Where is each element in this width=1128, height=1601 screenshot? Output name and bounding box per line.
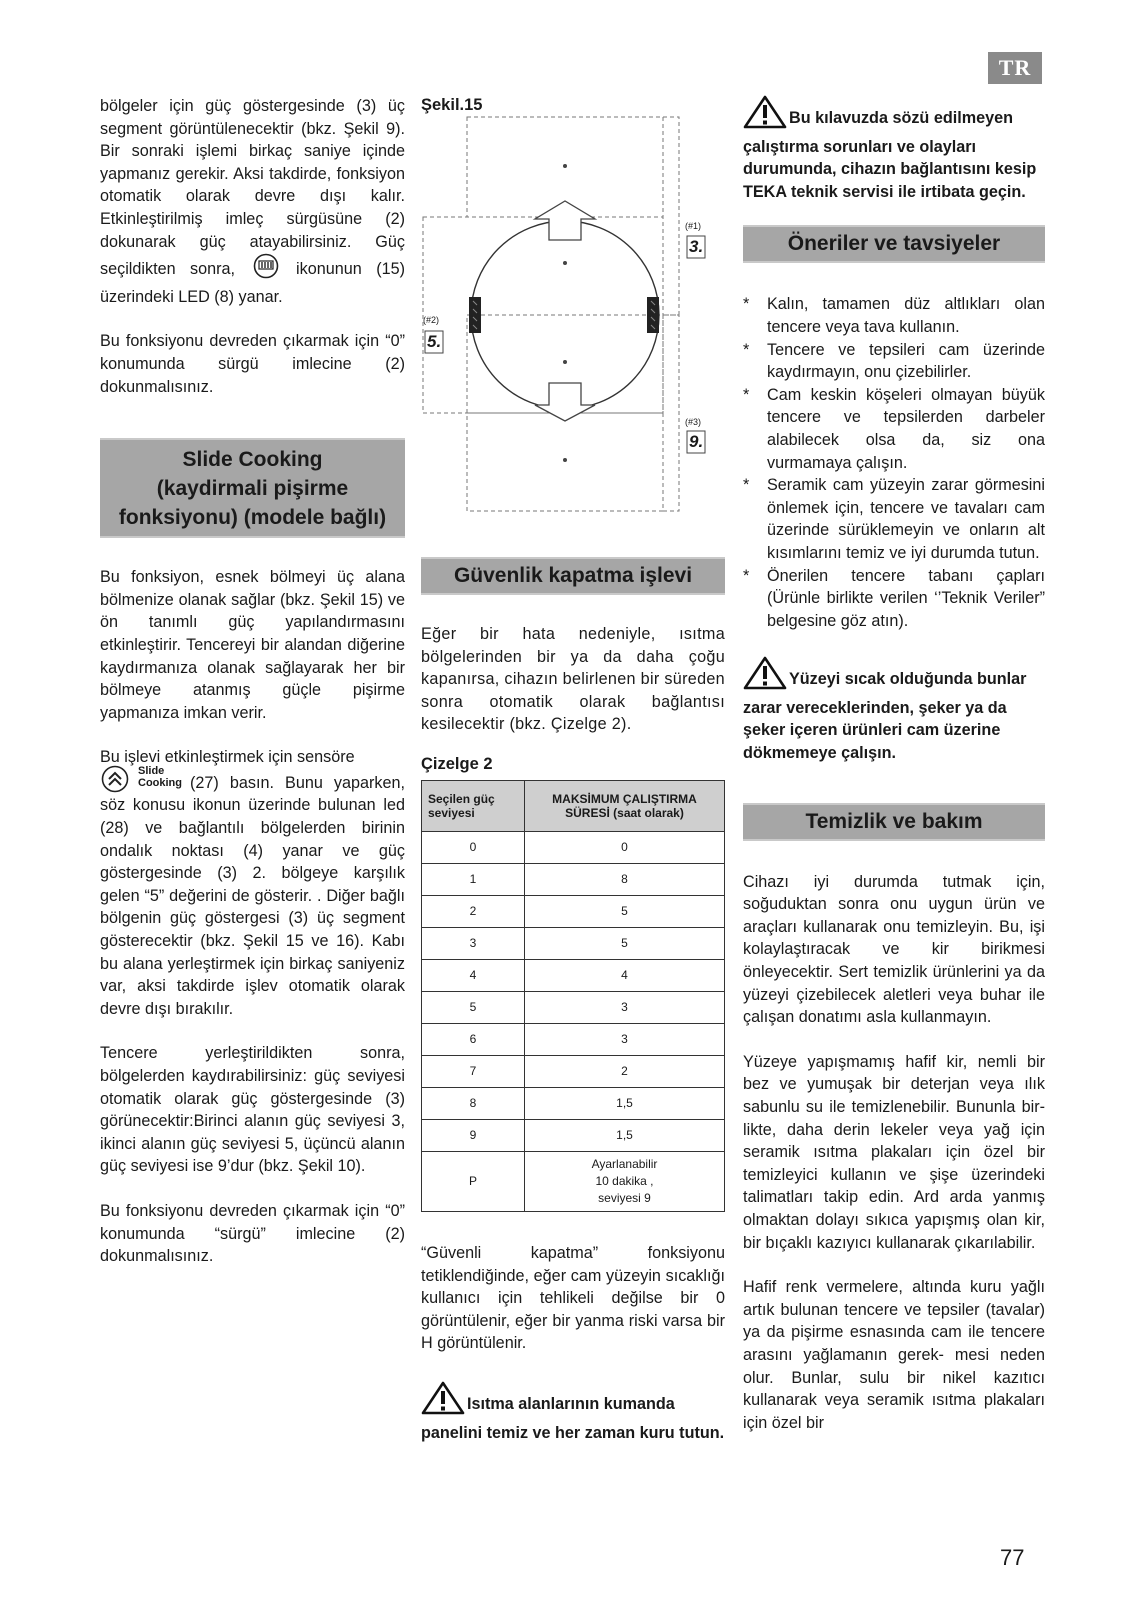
heading-line: fonksiyonu) (modele bağlı) bbox=[118, 506, 387, 530]
column-right bbox=[743, 95, 1045, 1434]
table-row bbox=[422, 831, 725, 863]
power-level-cell: 8 bbox=[422, 1087, 525, 1119]
paragraph: Hafif renk vermelere, altında kuru yağlı artık bulunan tencere ve tepsiler (tavalar) ya da pişirme esnasında cam ile tencere arasını yağlamanın gerek- mesi neden olur. Bunlar, sulu bir nikel kazıtıcı kullanarak veya seramik ısıtma plakaları için özel bir bbox=[743, 1278, 1045, 1432]
table-row bbox=[422, 991, 725, 1023]
table-row bbox=[422, 959, 725, 991]
tip-item: * Tencere ve tepsileri cam üzerinde kaydırmayın, onu çizebilirler. bbox=[743, 339, 1045, 384]
section-heading-tips: Öneriler ve tavsiyeler bbox=[743, 225, 1045, 263]
zone-3-display: 9. bbox=[689, 432, 704, 451]
max-time-cell: 1,5 bbox=[525, 1087, 725, 1119]
cell-line: seviyesi 9 bbox=[598, 1190, 651, 1205]
power-level-cell: 1 bbox=[422, 863, 525, 895]
section-heading-cleaning: Temizlik ve bakım bbox=[743, 803, 1045, 841]
column-header: MAKSİMUM ÇALIŞTIRMA SÜRESİ (saat olarak) bbox=[525, 780, 725, 831]
column-header: Seçilen güç seviyesi bbox=[422, 780, 525, 831]
slide-cooking-icon bbox=[100, 764, 190, 793]
column-middle bbox=[421, 95, 725, 1444]
paragraph: Tencere yerleştirildikten sonra, bölgelerden kaydırabilirsiniz: güç seviyesi otomatik olarak güç göstergesinde (3) görünecektir:Birinci alanın güç seviyesi 3, ikinci alanın güç seviyesi 5, üçüncü alanın güç seviyesi ise 9’dur (bkz. Şekil 10). bbox=[100, 1044, 405, 1176]
max-time-cell: 8 bbox=[525, 863, 725, 895]
warning-paragraph bbox=[743, 656, 1045, 764]
power-level-cell: P bbox=[422, 1151, 525, 1211]
paragraph: Eğer bir hata nedeniyle, ısıtma bölgelerinden bir ya da daha çoğu kapanırsa, cihazın belirlenen bir süreden sonra otomatik olarak bağlantısı kesilecektir (bkz. Çizelge 2). bbox=[421, 625, 725, 734]
table-body bbox=[422, 831, 725, 1211]
power-level-cell: 4 bbox=[422, 959, 525, 991]
power-level-cell: 3 bbox=[422, 927, 525, 959]
page-number: 77 bbox=[1000, 1545, 1025, 1570]
tip-item: * Seramik cam yüzeyin zarar görmesini önlemek için, tencere ve tavaları cam üzerinde sürüklemeyin ve onların alt kısımlarını temiz ve iyi durumda tutun. bbox=[743, 474, 1045, 564]
paragraph: “Güvenli kapatma” fonksiyonu tetiklendiğinde, eğer cam yüzeyin sıcaklığı kullanıcı için tehlikeli değilse bir 0 görüntülenir, eğer bir yanma riski varsa bir H görüntülenir. bbox=[421, 1243, 725, 1353]
paragraph-text: (27) basın. Bunu yaparken, söz konusu ikonun üzerinde bulunan led (28) ve bağlantılı bölgelerden birinin ondalık noktası (4) yanar ve güç göstergesinde (3) 2. bölgeye karşılık gelen “5” değerini de gösterir. . Diğer bağlı bölgenin güç göstergesi (3) üç segment gösterecektir (bkz. Şekil 15 ve 16). Kabı bu alana yerleştirmek için birkaç saniyeniz var, aksi takdirde işlev otomatik olarak devre dışı bırakılır. bbox=[100, 773, 405, 1018]
power-level-cell: 2 bbox=[422, 895, 525, 927]
tip-item: * Cam keskin köşeleri olmayan büyük tencere ve tepsilerden darbeler alabilecek olsa da, siz ona vurmamaya çalışın. bbox=[743, 384, 1045, 474]
paragraph: Bu fonksiyonu devreden çıkarmak için “0” konumunda sürgü imlecine (2) dokunmalısınız. bbox=[100, 332, 405, 396]
table-header-row bbox=[422, 780, 725, 831]
section-heading-slide-cooking bbox=[100, 438, 405, 538]
warning-paragraph bbox=[421, 1381, 725, 1444]
power-zone-icon bbox=[252, 253, 280, 286]
max-time-cell: 1,5 bbox=[525, 1119, 725, 1151]
table-row bbox=[422, 1023, 725, 1055]
tips-list bbox=[743, 293, 1045, 632]
cell-line: 10 dakika , bbox=[595, 1173, 654, 1188]
paragraph: Yüzeye yapışmamış hafif kir, nemli bir bez ve yumuşak bir deterjan veya ılık sabunlu su ile temizlenebilir. Bununla bir- likte, daha derin lekeler veya yağ için seramik ısıtma plakaları için özel bir temizleyici kullanın ve şişe üzerindeki talimatları takip edin. Ard arda yanmış olmaktan dolayı sıkıca yapışmış olan kir, bir bıçaklı kazıyıcı kullanarak çıkarılabilir. bbox=[743, 1052, 1045, 1252]
paragraph: Cihazı iyi durumda tutmak için, soğuduktan sonra onu uygun ürün ve araçları kullanarak onu temizleyin. Bu, işi kolaylaştıracak ve kir birikmesi önleyecektir. Sert temizlik ürünlerini ya da yüzeyi çizebilecek aletleri veya buhar ile çalışan donatımı asla kullanmayın. bbox=[743, 872, 1045, 1027]
max-time-cell: 5 bbox=[525, 927, 725, 959]
section-heading-safety: Güvenlik kapatma işlevi bbox=[421, 557, 725, 595]
paragraph: Bu fonksiyon, esnek bölmeyi üç alana bölmenize olanak sağlar (bkz. Şekil 15) ve ön tanımlı güç yapılandırmasını etkinleştirir. Tencereyi bir alandan diğerine kaydırmanıza olanak sağlayarak her bir bölmeye atanmış güçle pişirme yapmanıza imkan verir. bbox=[100, 568, 405, 722]
heading-line: Slide Cooking bbox=[182, 448, 323, 472]
max-time-cell: 3 bbox=[525, 991, 725, 1023]
warning-text: Isıtma alanlarının kumanda panelini temiz ve her zaman kuru tutun. bbox=[421, 1394, 725, 1442]
max-time-cell: 0 bbox=[525, 831, 725, 863]
table-row bbox=[422, 927, 725, 959]
paragraph-text: bölgeler için güç göstergesinde (3) üç segment görüntülenecektir (bkz. Şekil 9). Bir sonraki işlemi birkaç saniye içinde yapmanız gerekir. Aksi takdirde, fonksiyon otomatik olarak devre dışı kalır. Etkinleştirilmiş imleç sürgüsüne (2) dokunarak güç atayabilirsiniz. Güç seçildikten sonra, bbox=[100, 97, 405, 279]
power-level-cell: 5 bbox=[422, 991, 525, 1023]
zone-2-label: (#2) bbox=[423, 315, 440, 325]
warning-text: Yüzeyi sıcak olduğunda bunlar zarar vereceklerinden, şeker ya da şeker içeren ürünleri cam üzerine dökmemeye çalışın. bbox=[743, 670, 1027, 763]
slide-icon-label: Cooking bbox=[138, 776, 182, 789]
warning-text: Bu kılavuzda sözü edilmeyen çalıştırma sorunları ve olayları durumunda, cihazın bağlantısını kesip TEKA teknik servisi ile irtibata geçin. bbox=[743, 109, 1037, 201]
slide-icon-label: Slide bbox=[138, 764, 165, 777]
paragraph bbox=[100, 746, 405, 1020]
table-title: Çizelge 2 bbox=[421, 754, 493, 773]
max-time-cell: 3 bbox=[525, 1023, 725, 1055]
figure-title: Şekil.15 bbox=[421, 96, 483, 114]
max-time-cell bbox=[525, 1151, 725, 1211]
tip-item: * Kalın, tamamen düz altlıkları olan tencere veya tava kullanın. bbox=[743, 293, 1045, 338]
table-row bbox=[422, 895, 725, 927]
table-row bbox=[422, 863, 725, 895]
figure-15 bbox=[421, 115, 725, 515]
column-left bbox=[100, 95, 405, 1268]
max-time-cell: 2 bbox=[525, 1055, 725, 1087]
table-max-operating-time bbox=[421, 780, 725, 1212]
zone-1-display: 3. bbox=[689, 237, 704, 256]
warning-icon bbox=[743, 656, 787, 697]
table-row bbox=[422, 1119, 725, 1151]
power-level-cell: 9 bbox=[422, 1119, 525, 1151]
paragraph-text: ikonunun (15) üzerindeki LED (8) yanar. bbox=[100, 260, 405, 306]
paragraph-text: Bu işlevi etkinleştirmek için sensöre bbox=[100, 748, 355, 767]
table-row bbox=[422, 1055, 725, 1087]
max-time-cell: 5 bbox=[525, 895, 725, 927]
language-badge: TR bbox=[988, 52, 1042, 84]
warning-icon bbox=[421, 1381, 465, 1422]
power-level-cell: 0 bbox=[422, 831, 525, 863]
table-row bbox=[422, 1151, 725, 1211]
paragraph bbox=[100, 95, 405, 308]
paragraph: Bu fonksiyonu devreden çıkarmak için “0” konumunda “sürgü” imlecine (2) dokunmalısınız. bbox=[100, 1201, 405, 1266]
warning-icon bbox=[743, 95, 787, 136]
warning-paragraph bbox=[743, 95, 1045, 203]
tip-item: * Önerilen tencere tabanı çapları (Ürünle birlikte verilen ‘’Teknik Veriler” belgesine göz atın). bbox=[743, 565, 1045, 633]
table-row bbox=[422, 1087, 725, 1119]
power-level-cell: 6 bbox=[422, 1023, 525, 1055]
zone-1-label: (#1) bbox=[685, 221, 702, 231]
cell-line: Ayarlanabilir bbox=[591, 1156, 658, 1171]
max-time-cell: 4 bbox=[525, 959, 725, 991]
zone-2-display: 5. bbox=[427, 332, 442, 351]
zone-3-label: (#3) bbox=[685, 417, 702, 427]
heading-line: (kaydirmali pişirme bbox=[156, 477, 349, 501]
power-level-cell: 7 bbox=[422, 1055, 525, 1087]
